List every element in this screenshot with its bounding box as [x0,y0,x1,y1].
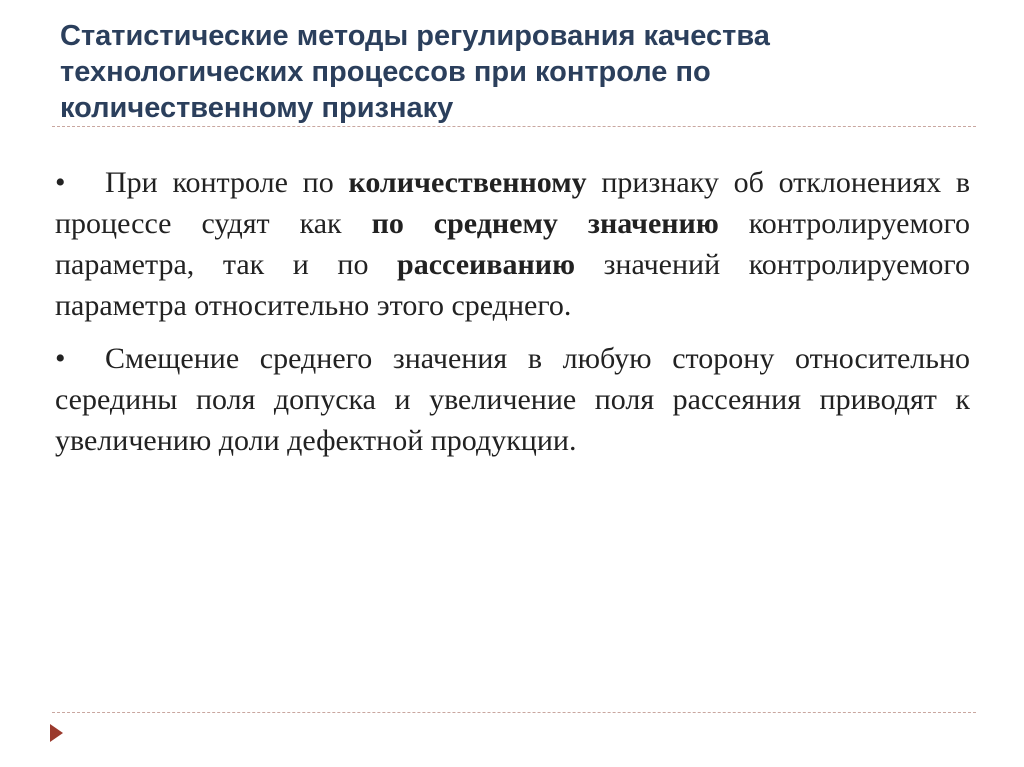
slide-body [55,162,970,473]
bullet-1-text-2: признаку об отклонениях в процессе судят как [55,166,971,240]
bullet-item-1 [55,162,970,326]
triangle-right-icon[interactable] [50,724,63,742]
bullet-marker: • [55,342,66,375]
bullet-1-bold-mean: по среднему значению [371,207,719,240]
bullet-1-bold-quantitative: количественному [348,166,587,199]
footer-divider [52,712,976,713]
bullet-1-text-4: значений контролируемого параметра относительно этого среднего. [55,248,970,322]
bullet-1-text-3: контролируемого параметра, так и по [55,207,970,281]
bullet-1-bold-dispersion: рассеиванию [397,248,575,281]
bullet-marker: • [55,166,66,199]
title-divider [52,126,976,127]
slide-title: Статистические методы регулирования качества технологических процессов при контроле по количественному признаку [60,20,770,124]
bullet-2-text: Смещение среднего значения в любую сторону относительно середины поля допуска и увеличение поля рассеяния приводят к увеличению доли дефектной продукции. [55,342,970,457]
bullet-item-2 [55,338,970,461]
bullet-1-text-1: При контроле по [105,166,349,199]
